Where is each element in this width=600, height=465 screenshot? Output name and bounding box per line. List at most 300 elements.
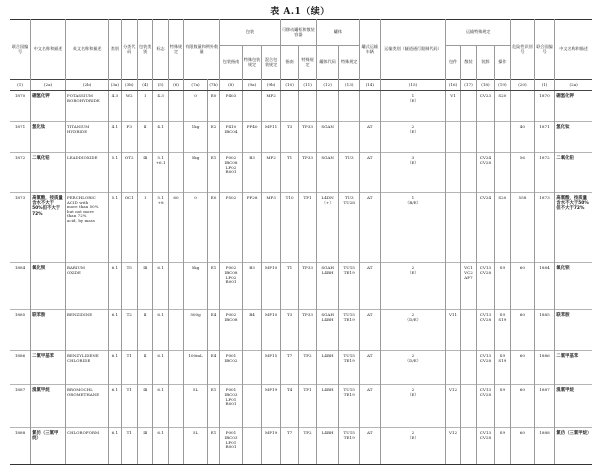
cell-lbl: 4.3 — [153, 91, 168, 122]
cell-tc: L4DN （+） — [316, 193, 339, 263]
cell-pp — [242, 428, 262, 465]
cell-mp: MP2 — [262, 153, 281, 193]
cell-eq: E4 — [207, 310, 219, 351]
cell-tsp: TU15 TE19 — [339, 385, 360, 428]
header-mixed-packing: 混合包装规定 — [262, 46, 281, 80]
cell-pi: P403 — [220, 91, 243, 122]
cell-code: T1 — [121, 428, 137, 465]
cell-t19: S9 — [494, 385, 510, 428]
cell-mp: MP19 — [262, 385, 281, 428]
header-pkg-instructions: 包装指南 — [220, 46, 243, 80]
header-tank-instructions: 指南 — [280, 46, 299, 80]
cell-cn: 氯仿（三氯甲烷） — [31, 428, 66, 465]
cell-tp: TP2 — [299, 351, 316, 385]
header-pkg-special: 特殊包装规定 — [242, 46, 262, 80]
cell-tsp: TU15 TE19 — [339, 351, 360, 385]
cell-hid: 40 — [511, 122, 535, 153]
cell-tc: L4BH — [316, 385, 339, 428]
cell-t16 — [446, 351, 460, 385]
cell-eq: E2 — [207, 122, 219, 153]
cell-cn: 氢化钛 — [31, 122, 66, 153]
cell-pi: P410 IBC04 — [220, 122, 243, 153]
header-tsp-loading: 装卸 — [477, 46, 494, 80]
cell-tp: TP1 — [299, 193, 316, 263]
header-tank-special: 特殊规定 — [299, 46, 316, 80]
cell-t17 — [460, 428, 476, 465]
dangerous-goods-table — [10, 19, 592, 465]
cell-t18: CV13 CV28 — [477, 351, 494, 385]
header-un-no: 联合国编号 — [10, 20, 31, 80]
cell-cn2: 氧化钡 — [555, 263, 592, 310]
cell-tsp: TU3 TU28 — [339, 193, 360, 263]
cell-t19: S9 — [494, 428, 510, 465]
column-number: (4) — [137, 80, 152, 91]
cell-en: BROMOCHL OROMETHANE — [66, 385, 109, 428]
cell-cn2: 氯仿（三氯甲烷） — [555, 428, 592, 465]
cell-un2: 1870 — [534, 91, 555, 122]
cell-pi: P002 IBC08 LP02 R001 — [220, 263, 243, 310]
cell-ti: T1 — [280, 263, 299, 310]
header-packaging-group: 包装 — [220, 20, 281, 46]
cell-lq: 100mL — [184, 351, 208, 385]
table-row — [10, 122, 592, 153]
cell-t17 — [460, 351, 476, 385]
cell-veh: AT — [360, 263, 381, 310]
cell-lbl: 6.1 — [153, 310, 168, 351]
header-class: 类别 — [109, 20, 121, 80]
cell-lq: 5kg — [184, 263, 208, 310]
cell-t19: S9 — [494, 263, 510, 310]
cell-pi: P001 IBC03 LP01 R001 — [220, 428, 243, 465]
cell-sp — [168, 310, 183, 351]
cell-ti: T10 — [280, 193, 299, 263]
cell-t17 — [460, 385, 476, 428]
cell-cls: 4.3 — [109, 91, 121, 122]
cell-veh: AT — [360, 153, 381, 193]
cell-cn2: 联苯胺 — [555, 310, 592, 351]
cell-lq: 5kg — [184, 153, 208, 193]
cell-hid: 60 — [511, 310, 535, 351]
cell-ti: T4 — [280, 385, 299, 428]
cell-eq: E4 — [207, 351, 219, 385]
cell-en: BARIUM OXIDE — [66, 263, 109, 310]
header-un-no-2: 联合国编号 — [534, 20, 555, 80]
cell-hid: 60 — [511, 428, 535, 465]
cell-hid: 558 — [511, 193, 535, 263]
cell-lq: 5L — [184, 428, 208, 465]
column-number: (18) — [477, 80, 494, 91]
cell-lbl: 5.1 +8 — [153, 193, 168, 263]
cell-pp: B3 — [242, 153, 262, 193]
cell-mp: MP19 — [262, 428, 281, 465]
cell-cls: 5.1 — [109, 193, 121, 263]
cell-cls: 6.1 — [109, 351, 121, 385]
cell-t18: CV13 CV28 — [477, 385, 494, 428]
cell-pp: PP40 — [242, 122, 262, 153]
header-special-provisions: 特殊规定 — [168, 20, 183, 80]
table-row — [10, 310, 592, 351]
cell-t17 — [460, 193, 476, 263]
cell-t18: CV13 CV28 — [477, 263, 494, 310]
header-transport-category: 运输类别（隧道通行限制代码） — [380, 20, 446, 80]
cell-tcat: 3 （E） — [380, 153, 446, 193]
cell-cn2: 硼氢化钾 — [555, 91, 592, 122]
cell-lq: 0 — [184, 193, 208, 263]
cell-veh — [360, 91, 381, 122]
cell-t17 — [460, 91, 476, 122]
cell-pi: P001 IBC02 — [220, 351, 243, 385]
cell-tp: TP33 — [299, 263, 316, 310]
column-number: (2a) — [555, 80, 592, 91]
cell-cn: 溴氯甲烷 — [31, 385, 66, 428]
cell-ti: T1 — [280, 153, 299, 193]
cell-veh: AT — [360, 351, 381, 385]
cell-t17 — [460, 122, 476, 153]
cell-ti: T3 — [280, 122, 299, 153]
cell-lq: 0 — [184, 91, 208, 122]
cell-tp: TP33 — [299, 122, 316, 153]
cell-mp: MP10 — [262, 263, 281, 310]
header-vehicle: 罐式运输车辆 — [360, 20, 381, 80]
column-number: (15) — [380, 80, 446, 91]
cell-eq: E0 — [207, 193, 219, 263]
cell-code: OT2 — [121, 153, 137, 193]
table-row — [10, 193, 592, 263]
cell-t18: CV24 — [477, 193, 494, 263]
column-number: (20) — [511, 80, 535, 91]
table-row — [10, 428, 592, 465]
cell-tsp — [339, 122, 360, 153]
cell-t16 — [446, 193, 460, 263]
cell-cls: 6.1 — [109, 263, 121, 310]
header-tank-sp: 特殊规定 — [339, 46, 360, 80]
cell-code: T5 — [121, 263, 137, 310]
cell-cn2: 二氧化铅 — [555, 153, 592, 193]
column-number: (7a) — [184, 80, 208, 91]
cell-eq: E1 — [207, 385, 219, 428]
cell-pp — [242, 351, 262, 385]
cell-code: F3 — [121, 122, 137, 153]
cell-ti: T7 — [280, 351, 299, 385]
cell-lbl: 4.1 — [153, 122, 168, 153]
cell-t16: V11 — [446, 310, 460, 351]
cell-tcat: 2 （D/E） — [380, 351, 446, 385]
table-row — [10, 351, 592, 385]
cell-tsp: TU15 TE19 — [339, 263, 360, 310]
table-body — [10, 91, 592, 465]
header-hazard-id: 危险性识别号 — [511, 20, 535, 80]
cell-en: CHLOROFORM — [66, 428, 109, 465]
cell-mp: MP15 — [262, 351, 281, 385]
header-class-code: 分类代码 — [121, 20, 137, 80]
cell-hid: 60 — [511, 351, 535, 385]
column-number: (14) — [360, 80, 381, 91]
cell-lbl: 5.1 +6.1 — [153, 153, 168, 193]
cell-t18: CV13 CV28 — [477, 310, 494, 351]
cell-tc — [316, 91, 339, 122]
cell-t16: V12 — [446, 428, 460, 465]
cell-un: 1884 — [10, 263, 31, 310]
cell-pg: Ⅲ — [137, 428, 152, 465]
cell-t18: CV24 CV28 — [477, 153, 494, 193]
cell-cn: 二氧化铅 — [31, 153, 66, 193]
cell-en: BENZYLIDENE CHLORIDE — [66, 351, 109, 385]
column-number: (6) — [168, 80, 183, 91]
cell-pp: B3 — [242, 263, 262, 310]
cell-sp — [168, 385, 183, 428]
cell-en: TITANIUM HYDRIDE — [66, 122, 109, 153]
table-row — [10, 153, 592, 193]
cell-veh: AT — [360, 122, 381, 153]
cell-tsp: TU15 TE19 — [339, 428, 360, 465]
cell-tp: TP33 — [299, 153, 316, 193]
cell-t16: V12 — [446, 385, 460, 428]
cell-cn2: 氢化钛 — [555, 122, 592, 153]
cell-sp — [168, 122, 183, 153]
cell-un2: 1886 — [534, 351, 555, 385]
table-row — [10, 91, 592, 122]
header-tsp-bulk: 散装 — [460, 46, 476, 80]
cell-veh: AT — [360, 310, 381, 351]
header-labels: 标志 — [153, 20, 168, 80]
cell-mp: MP10 — [262, 310, 281, 351]
column-number: (9a) — [242, 80, 262, 91]
cell-un: 1872 — [10, 153, 31, 193]
cell-cn2: 二氯甲基苯 — [555, 351, 592, 385]
cell-t17: VC1 VC2 AP7 — [460, 263, 476, 310]
cell-un: 1888 — [10, 428, 31, 465]
column-number: (3b) — [121, 80, 137, 91]
cell-pp: B4 — [242, 310, 262, 351]
cell-sp — [168, 428, 183, 465]
header-tank-group: 可移动罐柜和散装容器 — [280, 20, 316, 46]
cell-hid — [511, 91, 535, 122]
cell-sp: 60 — [168, 193, 183, 263]
cell-tcat: 2 （E） — [380, 122, 446, 153]
cell-tcat: 2 （E） — [380, 428, 446, 465]
column-number: (19) — [494, 80, 510, 91]
cell-pi: P002 IBC08 LP02 R001 — [220, 153, 243, 193]
cell-lbl: 6.1 — [153, 263, 168, 310]
cell-t16: V1 — [446, 91, 460, 122]
cell-en: BENZIDINE — [66, 310, 109, 351]
column-number: (13) — [339, 80, 360, 91]
column-number: (7b) — [207, 80, 219, 91]
cell-veh: AT — [360, 428, 381, 465]
cell-pi: P001 IBC03 LP01 R001 — [220, 385, 243, 428]
cell-code: OC1 — [121, 193, 137, 263]
cell-pi: P002 IBC08 — [220, 310, 243, 351]
cell-t17 — [460, 310, 476, 351]
cell-t19 — [494, 153, 510, 193]
cell-t19: S20 — [494, 91, 510, 122]
column-number-row — [10, 80, 592, 91]
cell-eq: E1 — [207, 153, 219, 193]
cell-t18: CV23 — [477, 91, 494, 122]
cell-en: POTASSIUM BOROHYDRIDE — [66, 91, 109, 122]
cell-un: 1885 — [10, 310, 31, 351]
header-name-cn: 中文名称和描述 — [31, 20, 66, 80]
cell-tcat: 2 （E） — [380, 263, 446, 310]
cell-pp — [242, 385, 262, 428]
cell-un2: 1885 — [534, 310, 555, 351]
cell-cn: 硼氢化钾 — [31, 91, 66, 122]
cell-un: 1871 — [10, 122, 31, 153]
cell-cn: 联苯胺 — [31, 310, 66, 351]
cell-un2: 1887 — [534, 385, 555, 428]
column-number: (8) — [220, 80, 243, 91]
cell-un2: 1872 — [534, 153, 555, 193]
column-number: (16) — [446, 80, 460, 91]
cell-mp: MP11 — [262, 122, 281, 153]
cell-hid: 60 — [511, 385, 535, 428]
column-number: (2a) — [31, 80, 66, 91]
cell-un2: 1884 — [534, 263, 555, 310]
cell-tsp: TU15 TE19 — [339, 310, 360, 351]
cell-lq: 1kg — [184, 122, 208, 153]
cell-code: T2 — [121, 310, 137, 351]
cell-cls: 6.1 — [109, 310, 121, 351]
column-number: (11) — [299, 80, 316, 91]
cell-t17 — [460, 153, 476, 193]
cell-ti: T7 — [280, 428, 299, 465]
header-tsp-packages: 包件 — [446, 46, 460, 80]
cell-pg: Ⅲ — [137, 385, 152, 428]
cell-lbl: 6.1 — [153, 351, 168, 385]
cell-code: T1 — [121, 385, 137, 428]
cell-en: LEADDIOXIDE — [66, 153, 109, 193]
cell-lq: 500g — [184, 310, 208, 351]
cell-t18 — [477, 122, 494, 153]
cell-tcat: 1 （B/E） — [380, 193, 446, 263]
header-name-en: 英文名称和描述 — [66, 20, 109, 80]
cell-t16 — [446, 263, 460, 310]
cell-t18: CV13 CV28 — [477, 428, 494, 465]
cell-cn: 二氯甲基苯 — [31, 351, 66, 385]
cell-t16 — [446, 153, 460, 193]
column-number: (9b) — [262, 80, 281, 91]
cell-pg: Ⅲ — [137, 263, 152, 310]
cell-lq: 5L — [184, 385, 208, 428]
cell-un: 1887 — [10, 385, 31, 428]
cell-pi: P502 — [220, 193, 243, 263]
cell-sp — [168, 153, 183, 193]
cell-code: T1 — [121, 351, 137, 385]
cell-lbl: 6.1 — [153, 385, 168, 428]
cell-mp: MP3 — [262, 193, 281, 263]
cell-pg: Ⅲ — [137, 153, 152, 193]
cell-t19 — [494, 122, 510, 153]
cell-cn: 高氯酸，按质量含水不大于50%但不大于72% — [31, 193, 66, 263]
column-number: (17) — [460, 80, 476, 91]
cell-t19: S9 S19 — [494, 310, 510, 351]
cell-pg: Ⅰ — [137, 91, 152, 122]
column-number: (3a) — [109, 80, 121, 91]
cell-sp — [168, 263, 183, 310]
cell-cls: 5.1 — [109, 153, 121, 193]
cell-tc: L4BH — [316, 428, 339, 465]
cell-en: PERCHLORIC ACID with more than 50% but not more than 72% acid, by mass — [66, 193, 109, 263]
cell-un: 1870 — [10, 91, 31, 122]
cell-eq: E1 — [207, 428, 219, 465]
cell-tsp — [339, 91, 360, 122]
table-row — [10, 263, 592, 310]
cell-tsp: TU3 — [339, 153, 360, 193]
cell-un2: 1871 — [534, 122, 555, 153]
cell-ti: T3 — [280, 310, 299, 351]
cell-tc: SGAN — [316, 122, 339, 153]
cell-un2: 1873 — [534, 193, 555, 263]
cell-sp — [168, 91, 183, 122]
header-tank-code: 罐体代码 — [316, 46, 339, 80]
cell-lbl: 6.1 — [153, 428, 168, 465]
cell-cls: 6.1 — [109, 428, 121, 465]
column-number: (1) — [534, 80, 555, 91]
cell-un: 1873 — [10, 193, 31, 263]
cell-cn: 氧化钡 — [31, 263, 66, 310]
header-name-cn-2: 中文名称和描述 — [555, 20, 592, 80]
header-packing-group: 包装类别 — [137, 20, 152, 80]
column-number: (12) — [316, 80, 339, 91]
cell-tp — [299, 91, 316, 122]
cell-t19: S9 S19 — [494, 351, 510, 385]
cell-tp: TP33 — [299, 310, 316, 351]
cell-cn2: 高氯酸，按质量含水不大于50%但不大于72% — [555, 193, 592, 263]
cell-pg: Ⅰ — [137, 193, 152, 263]
header-road-tank: 罐体 — [316, 20, 359, 46]
cell-tc: SGAH L4BH — [316, 263, 339, 310]
cell-code: W2 — [121, 91, 137, 122]
cell-pg: Ⅱ — [137, 351, 152, 385]
cell-cls: 4.1 — [109, 122, 121, 153]
cell-hid: 60 — [511, 263, 535, 310]
cell-cls: 6.1 — [109, 385, 121, 428]
table-title: 表 A.1（续） — [270, 7, 330, 17]
cell-pg: Ⅱ — [137, 122, 152, 153]
cell-tc: SGAN — [316, 153, 339, 193]
cell-eq: E0 — [207, 91, 219, 122]
header-transport-sp-group: 运输特殊规定 — [446, 20, 511, 46]
column-number: (2b) — [66, 80, 109, 91]
cell-sp — [168, 351, 183, 385]
table-row — [10, 385, 592, 428]
cell-tc: SGAH L4BH — [316, 310, 339, 351]
cell-ti — [280, 91, 299, 122]
cell-veh: AT — [360, 385, 381, 428]
cell-veh: AT — [360, 193, 381, 263]
cell-t19: S20 — [494, 193, 510, 263]
header-limited-excepted: 有限数量和例外数量 — [184, 20, 220, 80]
cell-pp — [242, 91, 262, 122]
cell-mp: MP2 — [262, 91, 281, 122]
cell-tp: TP2 — [299, 428, 316, 465]
column-number: (10) — [280, 80, 299, 91]
column-number: (5) — [153, 80, 168, 91]
cell-tcat: 2 （E） — [380, 385, 446, 428]
cell-tcat: 2 （D/E） — [380, 310, 446, 351]
column-number: (1) — [10, 80, 31, 91]
cell-pp: PP28 — [242, 193, 262, 263]
cell-pg: Ⅱ — [137, 310, 152, 351]
cell-tp: TP1 — [299, 385, 316, 428]
cell-un: 1886 — [10, 351, 31, 385]
cell-t16 — [446, 122, 460, 153]
cell-un2: 1888 — [534, 428, 555, 465]
cell-eq: E1 — [207, 263, 219, 310]
header-tsp-operation: 操作 — [494, 46, 510, 80]
cell-cn2: 溴氯甲烷 — [555, 385, 592, 428]
cell-tcat: 1 （E） — [380, 91, 446, 122]
